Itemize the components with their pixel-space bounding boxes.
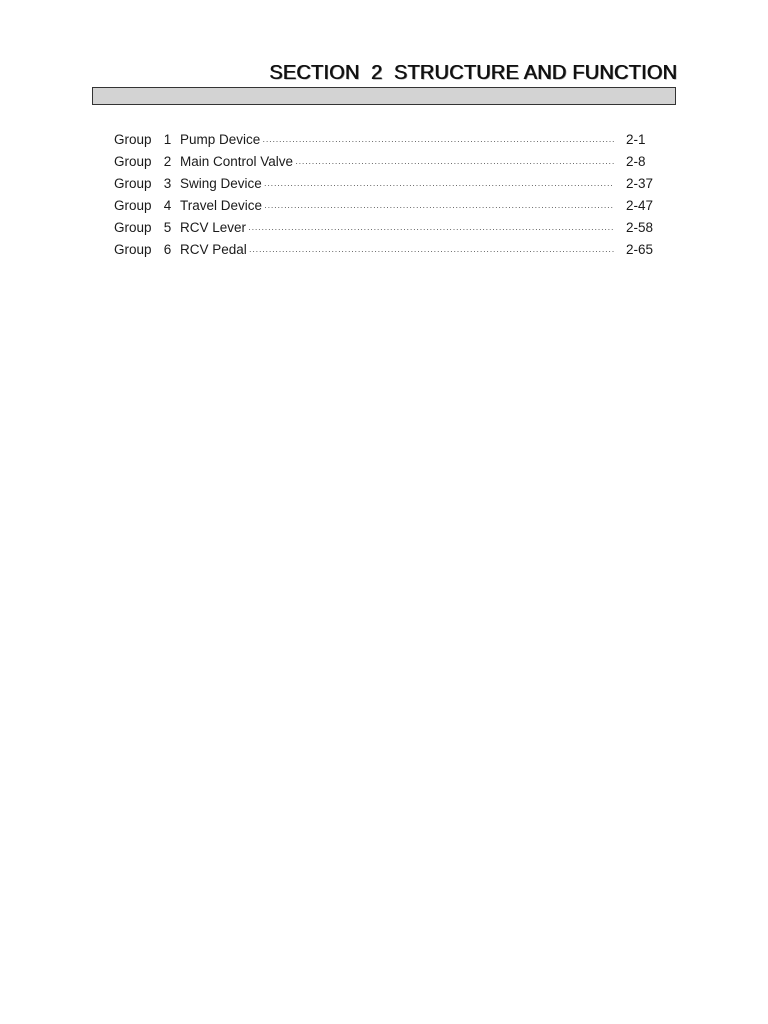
- toc-page-number: 2-65: [626, 242, 654, 257]
- toc-group-label: Group: [114, 176, 152, 191]
- toc-entry-title: Main Control Valve: [180, 154, 294, 169]
- toc-entry-title: RCV Lever: [180, 220, 247, 235]
- toc-group-label: Group: [114, 242, 152, 257]
- toc-entry-title: Travel Device: [180, 198, 263, 213]
- toc-page-number: 2-8: [626, 154, 646, 169]
- toc-dot-leader: [264, 196, 614, 218]
- toc-group-label: Group: [114, 220, 152, 235]
- toc-dot-leader: [264, 174, 614, 196]
- toc-entry[interactable]: [114, 217, 662, 239]
- toc-entry[interactable]: [114, 239, 662, 261]
- section-title-bar: [92, 87, 676, 105]
- toc-entry[interactable]: [114, 173, 662, 195]
- toc-entry[interactable]: [114, 151, 662, 173]
- toc-page-number: 2-58: [626, 220, 654, 235]
- toc-dot-leader: [295, 152, 614, 174]
- toc-dot-leader: [262, 130, 614, 152]
- toc-page-number: 2-37: [626, 176, 654, 191]
- toc-group-label: Group: [114, 198, 152, 213]
- toc-entry[interactable]: [114, 129, 662, 151]
- toc-group-label: Group: [114, 132, 152, 147]
- toc-group-number: 2: [163, 154, 172, 169]
- toc-group-label: Group: [114, 154, 152, 169]
- section-title: SECTION 2 STRUCTURE AND FUNCTION: [269, 62, 677, 84]
- toc-entry-title: RCV Pedal: [180, 242, 247, 257]
- toc-group-number: 1: [163, 132, 172, 147]
- toc-page-number: 2-1: [626, 132, 646, 147]
- toc-entry[interactable]: [114, 195, 662, 217]
- toc-group-number: 6: [163, 242, 172, 257]
- toc-dot-leader: [248, 218, 614, 240]
- toc-page-number: 2-47: [626, 198, 654, 213]
- toc-dot-leader: [249, 240, 614, 262]
- toc-group-number: 3: [163, 176, 172, 191]
- toc-entry-title: Pump Device: [180, 132, 261, 147]
- toc-group-number: 5: [163, 220, 172, 235]
- table-of-contents: [114, 129, 662, 261]
- toc-entry-title: Swing Device: [180, 176, 262, 191]
- toc-group-number: 4: [163, 198, 172, 213]
